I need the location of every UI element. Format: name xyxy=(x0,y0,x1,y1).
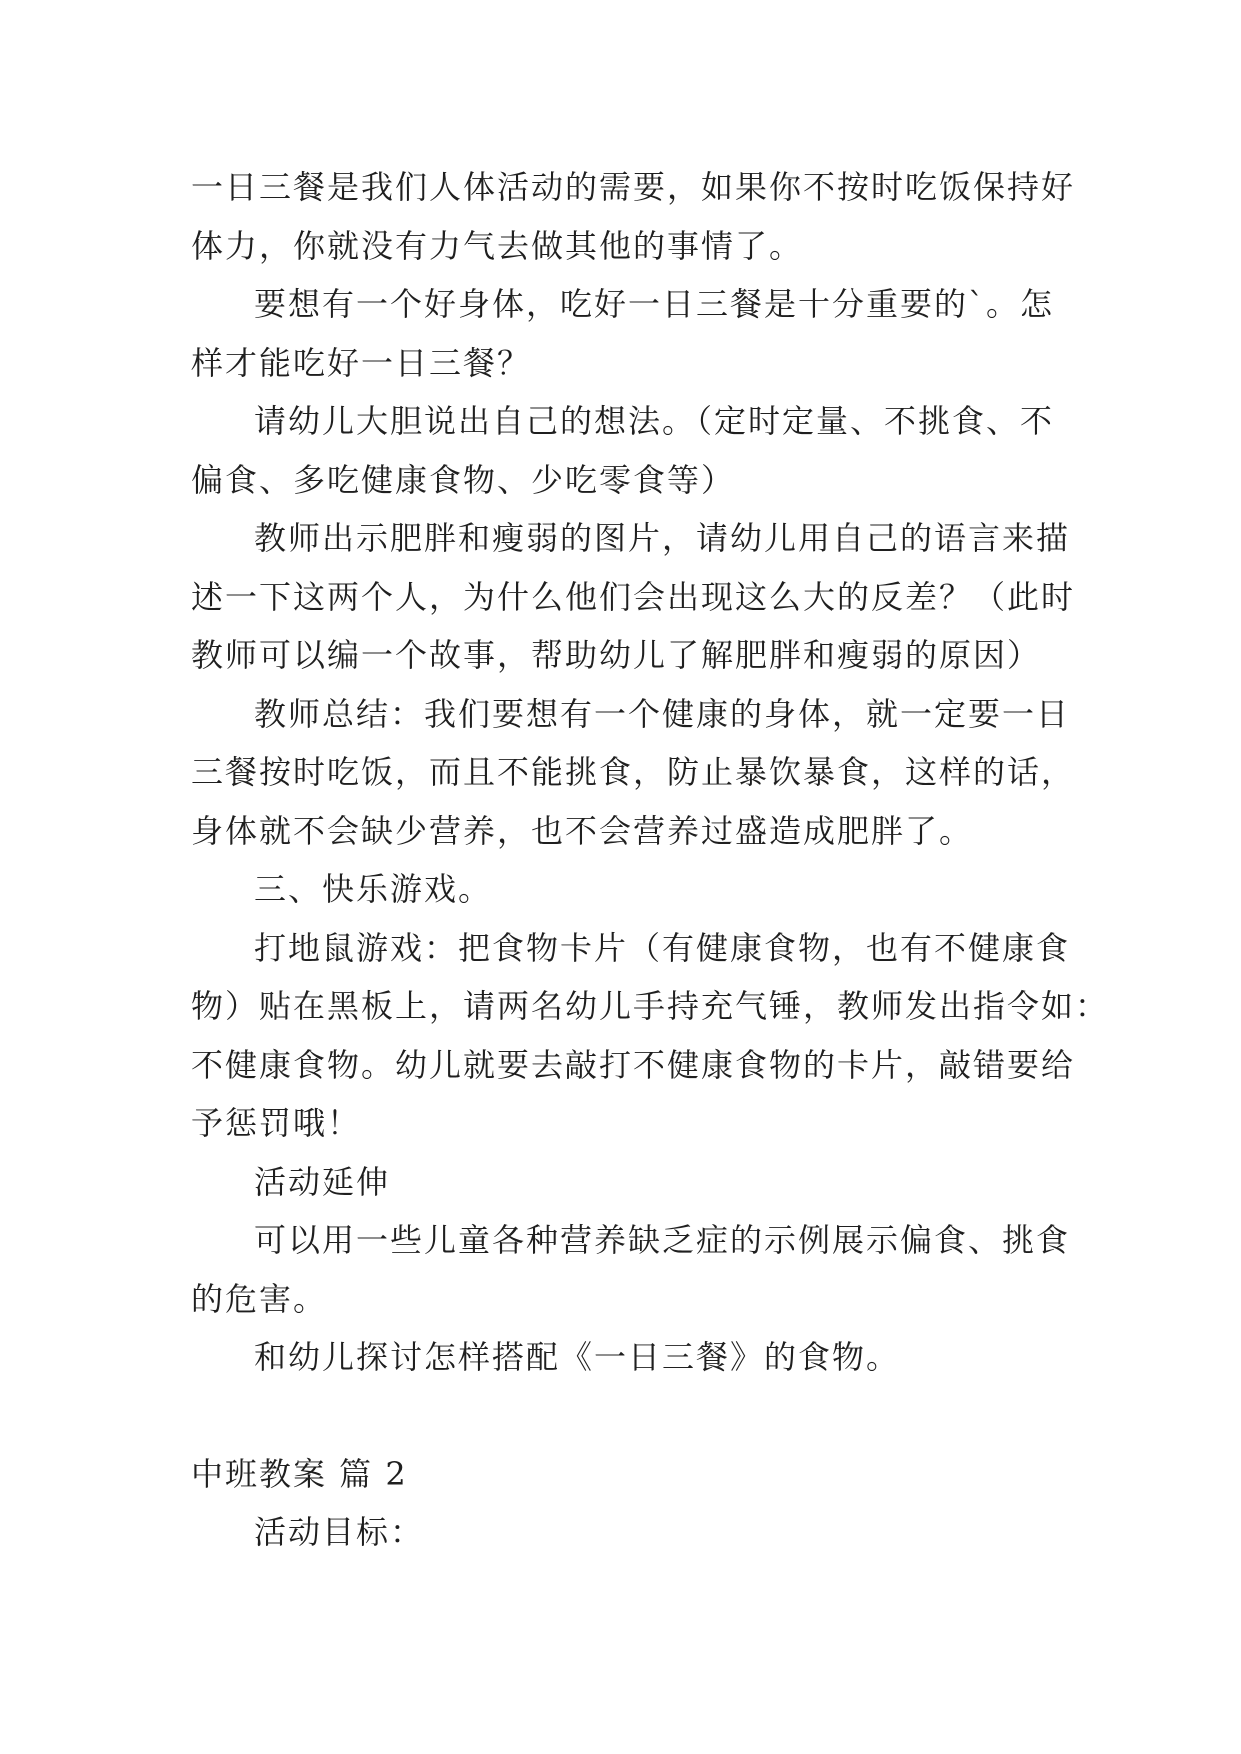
paragraph-line: 一日三餐是我们人体活动的需要，如果你不按时吃饭保持好 xyxy=(191,168,1076,206)
paragraph-line: 述一下这两个人，为什么他们会出现这么大的反差？（此时 xyxy=(191,578,1076,616)
section-heading: 活动延伸 xyxy=(254,1163,391,1201)
paragraph-line: 偏食、多吃健康食物、少吃零食等） xyxy=(191,461,736,499)
paragraph-line: 体力，你就没有力气去做其他的事情了。 xyxy=(191,227,804,265)
paragraph-line: 教师出示肥胖和瘦弱的图片，请幼儿用自己的语言来描 xyxy=(254,519,1071,557)
paragraph-line: 样才能吃好一日三餐？ xyxy=(191,344,532,382)
paragraph-line: 和幼儿探讨怎样搭配《一日三餐》的食物。 xyxy=(254,1338,901,1376)
section-heading: 三、快乐游戏。 xyxy=(254,870,493,908)
section-heading: 活动目标： xyxy=(254,1513,425,1551)
paragraph-line: 予惩罚哦！ xyxy=(191,1104,362,1142)
document-title: 中班教案 篇 2 xyxy=(191,1455,408,1493)
paragraph-line: 打地鼠游戏：把食物卡片（有健康食物，也有不健康食 xyxy=(254,929,1071,967)
paragraph-line: 请幼儿大胆说出自己的想法。（定时定量、不挑食、不 xyxy=(254,402,1055,440)
paragraph-line: 教师可以编一个故事，帮助幼儿了解肥胖和瘦弱的原因） xyxy=(191,636,1042,674)
paragraph-line: 不健康食物。幼儿就要去敲打不健康食物的卡片，敲错要给 xyxy=(191,1046,1076,1084)
paragraph-line: 身体就不会缺少营养，也不会营养过盛造成肥胖了。 xyxy=(191,812,974,850)
paragraph-line: 教师总结：我们要想有一个健康的身体，就一定要一日 xyxy=(254,695,1071,733)
paragraph-line: 的危害。 xyxy=(191,1280,328,1318)
paragraph-line: 物）贴在黑板上，请两名幼儿手持充气锤，教师发出指令如： xyxy=(191,987,1110,1025)
paragraph-line: 可以用一些儿童各种营养缺乏症的示例展示偏食、挑食 xyxy=(254,1221,1071,1259)
paragraph-line: 三餐按时吃饭，而且不能挑食，防止暴饮暴食，这样的话， xyxy=(191,753,1076,791)
paragraph-line: 要想有一个好身体，吃好一日三餐是十分重要的`。怎 xyxy=(254,285,1055,323)
